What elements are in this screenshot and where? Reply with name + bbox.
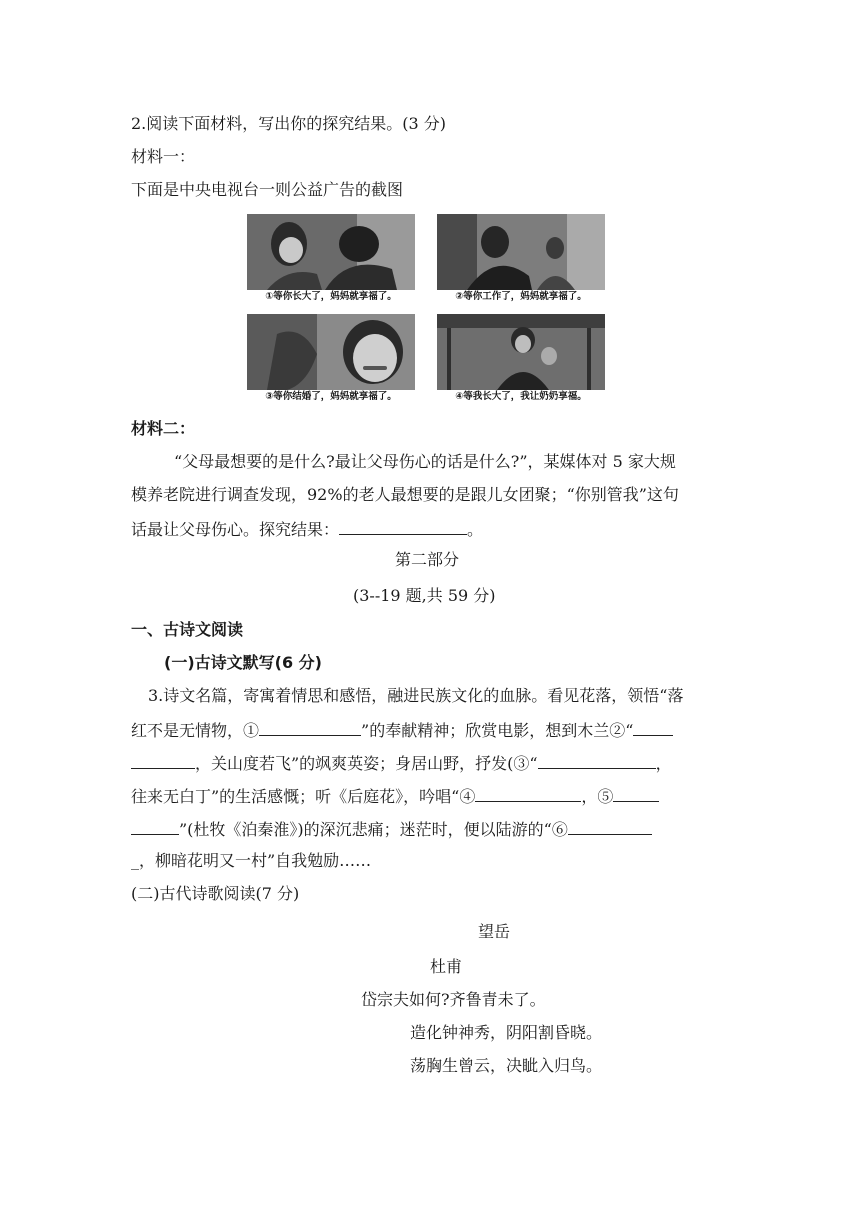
material2-line-3-end: 。 xyxy=(467,520,484,539)
blank-1[interactable] xyxy=(259,719,361,736)
material1-intro: 下面是中央电视台一则公益广告的截图 xyxy=(131,180,404,199)
ad-photo-1 xyxy=(247,214,415,290)
ad-photo-4 xyxy=(437,314,605,390)
q3-line-2: 红不是无情物，① ”的奉献精神；欣赏电影，想到木兰②“ xyxy=(131,719,673,741)
part2-subtitle: (3--19 题,共 59 分) xyxy=(353,586,496,605)
poem-title: 望岳 xyxy=(478,922,511,941)
part2-title: 第二部分 xyxy=(395,550,460,569)
poem-author: 杜甫 xyxy=(430,957,463,976)
material1-label: 材料一： xyxy=(131,147,196,166)
ad-caption-2: ②等你工作了，妈妈就享福了。 xyxy=(455,291,587,302)
q3-line-1: 3.诗文名篇，寄寓着情思和感悟，融进民族文化的血脉。看见花落，领悟“落 xyxy=(148,686,684,705)
material2-line-3 xyxy=(131,518,483,540)
ad-frame-3 xyxy=(247,314,415,404)
blank-6[interactable] xyxy=(568,818,652,835)
ad-caption-1: ①等你长大了，妈妈就享福了。 xyxy=(265,291,397,302)
q3-line-5: ”(杜牧《泊秦淮》)的深沉悲痛；迷茫时，便以陆游的“⑥ xyxy=(131,818,652,840)
q2-title: 2.阅读下面材料，写出你的探究结果。(3 分) xyxy=(131,114,447,133)
q3-line-4: 往来无白丁”的生活感慨；听《后庭花》，吟唱“④ ，⑤ xyxy=(131,785,659,807)
blank-4[interactable] xyxy=(475,785,581,802)
poem-line-2: 造化钟神秀，阴阳割昏晓。 xyxy=(410,1023,603,1042)
ad-caption-4: ④等我长大了，我让奶奶享福。 xyxy=(455,391,587,402)
section1-sub1: (一)古诗文默写(6 分) xyxy=(164,653,322,672)
blank-3[interactable] xyxy=(538,752,656,769)
ad-photo-2 xyxy=(437,214,605,290)
section1-sub2: (二)古代诗歌阅读(7 分) xyxy=(131,884,300,903)
research-result-blank[interactable] xyxy=(339,518,467,535)
ad-photo-3 xyxy=(247,314,415,390)
ad-caption-3: ③等你结婚了，妈妈就享福了。 xyxy=(265,391,397,402)
material2-line-1: “父母最想要的是什么?最让父母伤心的话是什么?”，某媒体对 5 家大规 xyxy=(174,452,676,471)
section1-heading: 一、古诗文阅读 xyxy=(131,620,244,639)
blank-5b[interactable] xyxy=(131,818,179,835)
q3-line-6: _，柳暗花明又一村”自我勉励…… xyxy=(131,851,372,870)
blank-2b[interactable] xyxy=(131,752,195,769)
ad-frame-4 xyxy=(437,314,605,404)
poem-line-1: 岱宗夫如何?齐鲁青未了。 xyxy=(361,990,546,1009)
material2-line-2: 模养老院进行调查发现，92%的老人最想要的是跟儿女团聚；“你别管我”这句 xyxy=(131,485,679,504)
ad-screenshot-grid xyxy=(247,214,617,404)
blank-2a[interactable] xyxy=(633,719,673,736)
blank-5a[interactable] xyxy=(613,785,659,802)
q3-line-3: ，关山度若飞”的飒爽英姿；身居山野，抒发(③“ ， xyxy=(131,752,672,774)
poem-line-3: 荡胸生曾云，决眦入归鸟。 xyxy=(410,1056,603,1075)
material2-label: 材料二： xyxy=(131,419,196,438)
ad-frame-2 xyxy=(437,214,605,304)
material2-line-3-text: 话最让父母伤心。探究结果： xyxy=(131,520,340,539)
ad-frame-1 xyxy=(247,214,415,304)
